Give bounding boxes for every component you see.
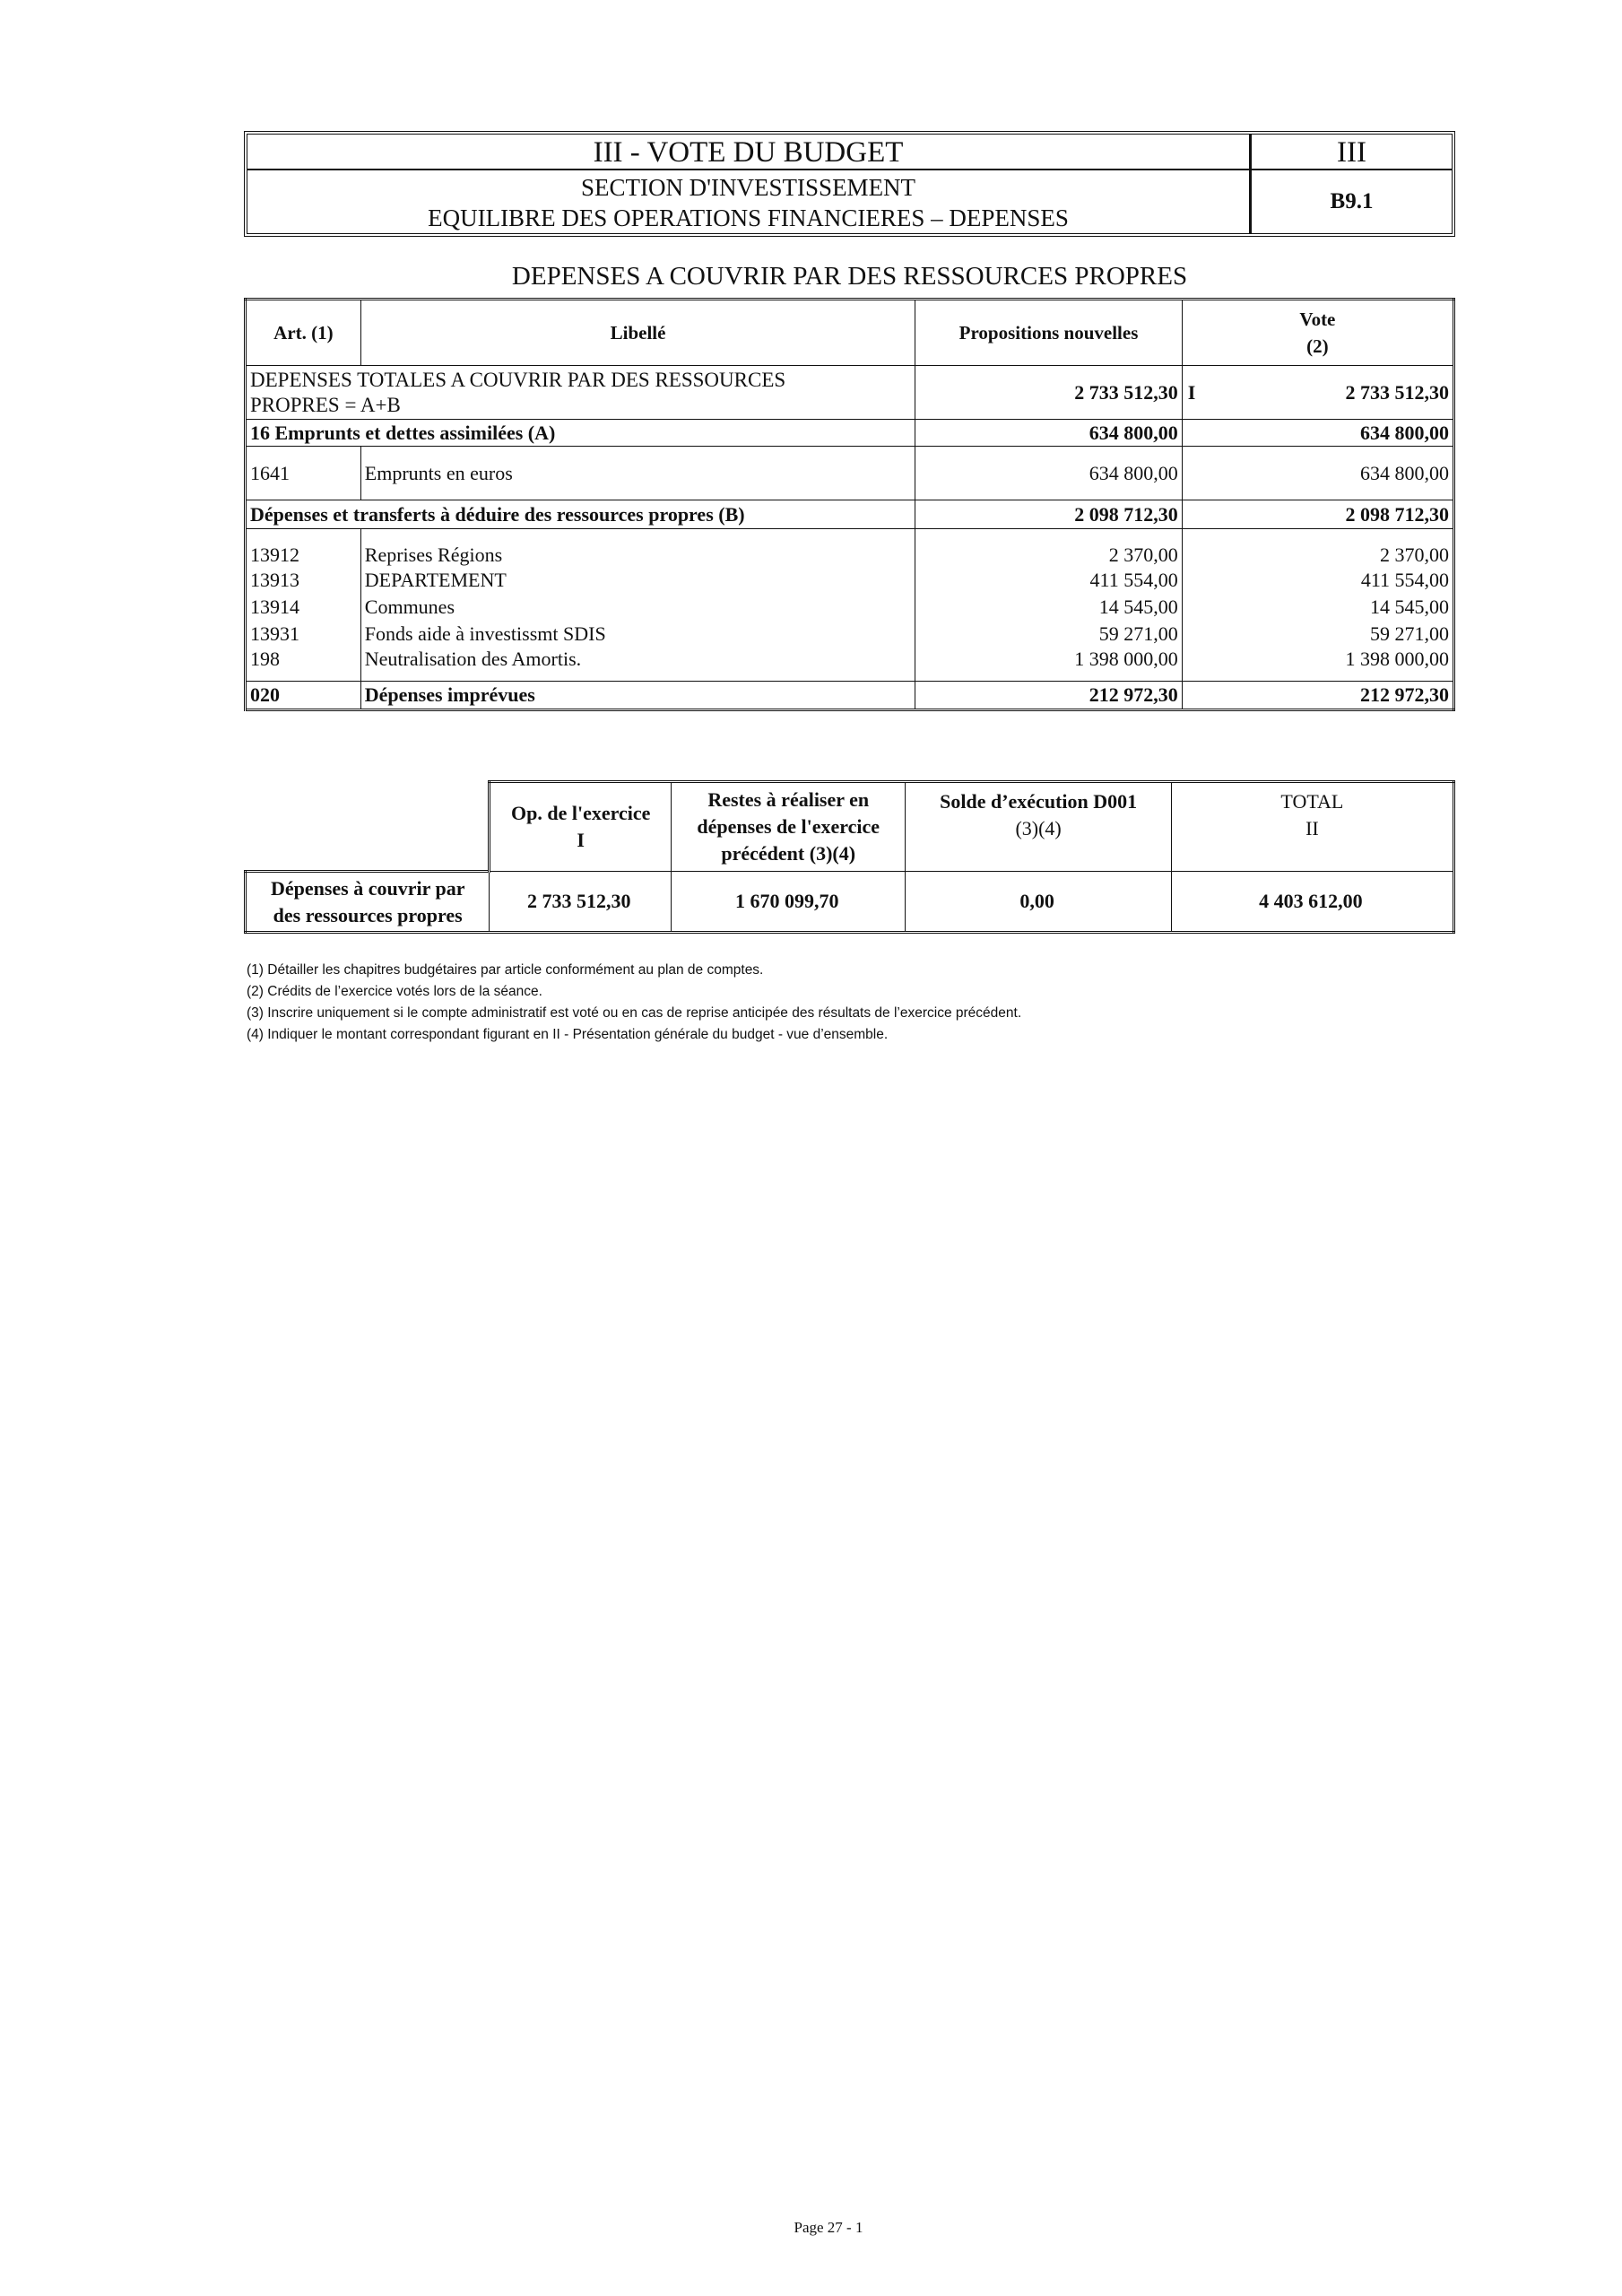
imprevues-libelle: Dépenses imprévues <box>360 682 915 710</box>
table-row <box>246 594 1454 621</box>
col-header-art: Art. (1) <box>246 300 361 366</box>
summary-total-value: 4 403 612,00 <box>1171 872 1453 933</box>
row-art: 13931 <box>246 621 361 648</box>
table-header-row <box>246 300 1454 366</box>
header-right <box>1252 135 1452 233</box>
summary-header-op <box>490 782 672 872</box>
summary-header-solde-line1: Solde d’exécution D001 <box>940 790 1138 813</box>
depenses-table <box>244 298 1455 711</box>
table-row <box>246 621 1454 648</box>
summary-row-label-line2: des ressources propres <box>273 903 463 926</box>
table-row <box>246 648 1454 682</box>
row-propositions: 59 271,00 <box>915 621 1182 648</box>
row-art: 198 <box>246 648 361 682</box>
table-row <box>246 567 1454 594</box>
imprevues-art: 020 <box>246 682 361 710</box>
total-row-propositions <box>915 366 1182 420</box>
summary-header-row <box>246 782 1454 872</box>
summary-restes-value: 1 670 099,70 <box>672 872 906 933</box>
row-vote: 2 370,00 <box>1182 529 1453 567</box>
row-art: 13914 <box>246 594 361 621</box>
row-propositions: 634 800,00 <box>915 447 1182 500</box>
footnote: (1) Détailler les chapitres budgétaires par article conformément au plan de comptes. <box>247 962 764 978</box>
summary-solde-value: 0,00 <box>906 872 1171 933</box>
row-vote: 411 554,00 <box>1182 567 1453 594</box>
group-a-label: 16 Emprunts et dettes assimilées (A) <box>246 420 915 447</box>
row-vote: 1 398 000,00 <box>1182 648 1453 682</box>
row-libelle: Fonds aide à investissmt SDIS <box>360 621 915 648</box>
col-header-vote <box>1182 300 1453 366</box>
col-header-vote-line2: (2) <box>1306 335 1329 357</box>
summary-data-row <box>246 872 1454 933</box>
document-header <box>244 131 1455 237</box>
header-ref: B9.1 <box>1330 189 1374 213</box>
row-vote: 59 271,00 <box>1182 621 1453 648</box>
summary-op-value: 2 733 512,30 <box>490 872 672 933</box>
total-row-vote <box>1182 366 1453 420</box>
header-subsection: EQUILIBRE DES OPERATIONS FINANCIERES – DEPENSES <box>428 204 1069 231</box>
summary-header-restes-line2: dépenses de l'exercice <box>697 815 880 838</box>
group-a-row <box>246 420 1454 447</box>
total-vote-value: 2 733 512,30 <box>1345 380 1449 404</box>
total-row-label: DEPENSES TOTALES A COUVRIR PAR DES RESSOURCES PROPRES = A+B <box>246 366 915 420</box>
imprevues-propositions: 212 972,30 <box>915 682 1182 710</box>
footnotes <box>247 960 1412 1046</box>
col-header-libelle: Libellé <box>360 300 915 366</box>
page-number: Page 27 - 1 <box>794 2219 863 2236</box>
table-row <box>246 529 1454 567</box>
summary-header-solde <box>906 782 1171 872</box>
imprevues-row <box>246 682 1454 710</box>
row-libelle: Reprises Régions <box>360 529 915 567</box>
row-art: 13912 <box>246 529 361 567</box>
summary-header-restes-line3: précédent (3)(4) <box>721 842 856 865</box>
total-row <box>246 366 1454 420</box>
row-propositions: 1 398 000,00 <box>915 648 1182 682</box>
summary-header-total-line2: II <box>1305 817 1319 839</box>
group-a-propositions: 634 800,00 <box>915 420 1182 447</box>
col-header-vote-line1: Vote <box>1299 309 1336 330</box>
row-libelle: Neutralisation des Amortis. <box>360 648 915 682</box>
imprevues-vote: 212 972,30 <box>1182 682 1453 710</box>
total-propositions-value: 2 733 512,30 <box>1074 380 1178 404</box>
group-b-label: Dépenses et transferts à déduire des ressources propres (B) <box>246 500 915 529</box>
group-b-vote: 2 098 712,30 <box>1182 500 1453 529</box>
row-propositions: 14 545,00 <box>915 594 1182 621</box>
group-b-propositions: 2 098 712,30 <box>915 500 1182 529</box>
row-propositions: 411 554,00 <box>915 567 1182 594</box>
row-vote: 14 545,00 <box>1182 594 1453 621</box>
group-b-row <box>246 500 1454 529</box>
row-libelle: DEPARTEMENT <box>360 567 915 594</box>
summary-header-op-line1: Op. de l'exercice <box>511 802 651 824</box>
header-title: III - VOTE DU BUDGET <box>247 135 1249 170</box>
row-propositions: 2 370,00 <box>915 529 1182 567</box>
summary-header-restes <box>672 782 906 872</box>
header-left <box>247 135 1252 233</box>
header-section: SECTION D'INVESTISSEMENT <box>580 174 916 201</box>
row-libelle: Communes <box>360 594 915 621</box>
summary-header-solde-line2: (3)(4) <box>1015 817 1062 839</box>
row-libelle: Emprunts en euros <box>360 447 915 500</box>
row-vote: 634 800,00 <box>1182 447 1453 500</box>
summary-row-label <box>246 872 490 933</box>
summary-header-total-line1: TOTAL <box>1280 790 1344 813</box>
summary-table <box>244 780 1455 934</box>
footnote: (3) Inscrire uniquement si le compte administratif est voté ou en cas de reprise anticipée des résultats de l’exercice précédent. <box>247 1005 1022 1021</box>
summary-row-label-line1: Dépenses à couvrir par <box>270 876 465 900</box>
group-a-vote: 634 800,00 <box>1182 420 1453 447</box>
summary-empty-cell <box>246 782 490 872</box>
footnote: (2) Crédits de l’exercice votés lors de la séance. <box>247 984 542 999</box>
table-row <box>246 447 1454 500</box>
summary-header-restes-line1: Restes à réaliser en <box>707 788 870 811</box>
section-title: DEPENSES A COUVRIR PAR DES RESSOURCES PROPRES <box>511 262 1188 291</box>
row-art: 13913 <box>246 567 361 594</box>
summary-header-total <box>1171 782 1453 872</box>
row-art: 1641 <box>246 447 361 500</box>
header-code: III <box>1252 135 1452 170</box>
total-row-marker: I <box>1187 380 1196 404</box>
summary-header-op-line2: I <box>577 829 585 851</box>
col-header-propositions: Propositions nouvelles <box>915 300 1182 366</box>
footnote: (4) Indiquer le montant correspondant figurant en II - Présentation générale du budget - vue d’ensemble. <box>247 1027 889 1042</box>
